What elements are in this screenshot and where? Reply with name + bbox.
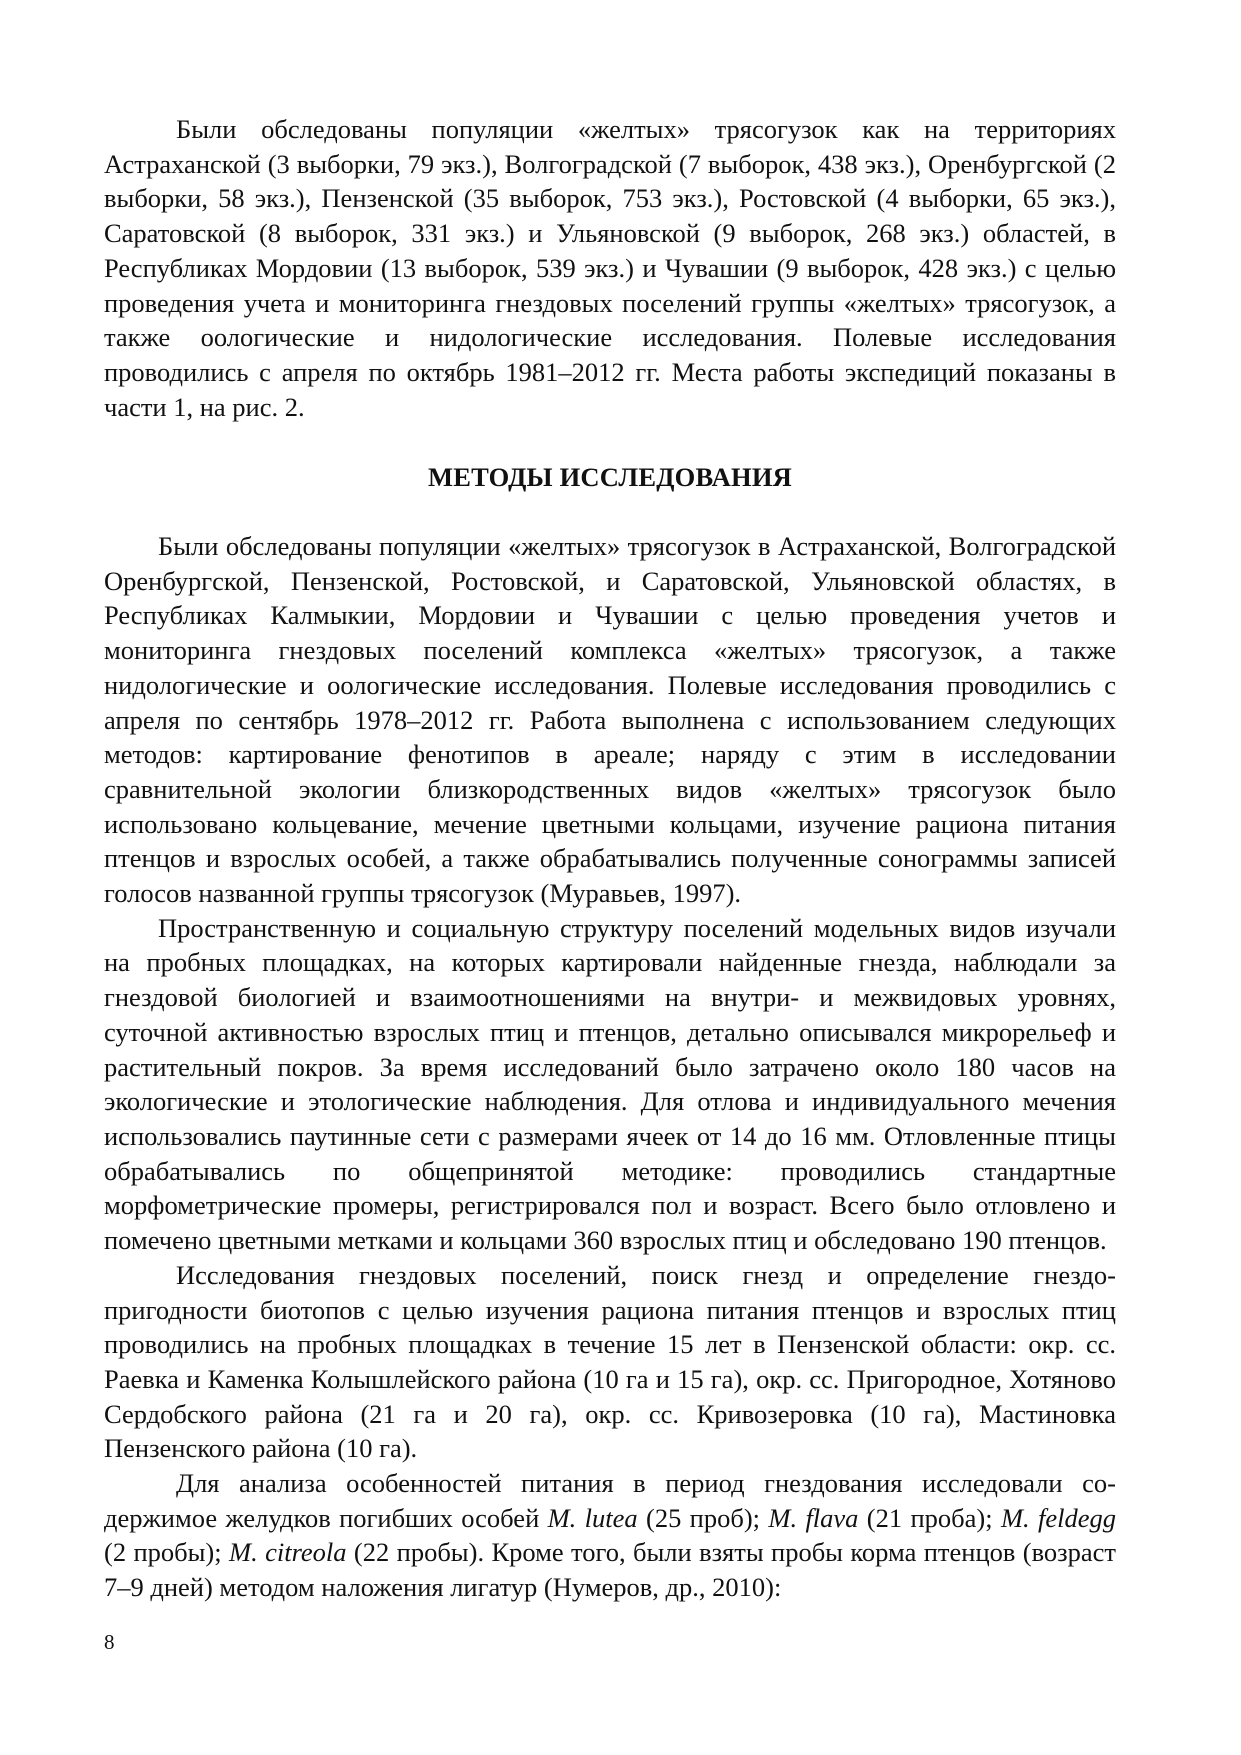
species-name: M. citreola bbox=[229, 1537, 347, 1568]
paragraph-diet-text-3: (21 проба); bbox=[858, 1502, 1001, 1533]
species-name: M. flava bbox=[768, 1502, 859, 1533]
paragraph-diet-text-4: (2 пробы); bbox=[104, 1537, 230, 1568]
paragraph-diet-text-1: Для анализа особенностей питания в период гнездования исследовали содержимое желудков погибших особей bbox=[104, 1468, 1116, 1533]
species-name: M. lutea bbox=[547, 1502, 638, 1533]
paragraph-diet-text-5: (22 пробы). Кроме того, были взяты пробы корма птенцов (возраст 7–9 дней) методом наложения лигатур (Нумеров, др., 2010): bbox=[104, 1537, 1117, 1603]
paragraph-diet-analysis bbox=[104, 1466, 1116, 1605]
page-body bbox=[104, 112, 1116, 1605]
paragraph-methods: Были обследованы популяции «желтых» трясогузок в Астраханской, Волгоградской Оренбургской, Пензенской, Ростовской, и Саратовской, Ульяновской областях, в Республиках Калмыкии, Мордовии и Чувашии с целью проведения учетов и мониторинга гнездовых поселений комплекса «желтых» трясогузок, а также нидологические и оологические исследования. Полевые исследования проводились с апреля по сентябрь 1978–2012 гг. Работа выполнена с использованием следующих методов: картирование фенотипов в ареале; наряду с этим в исследовании сравнительной экологии близкородственных видов «желтых» трясогузок было использовано кольцевание, мечение цветными кольцами, изучение рациона питания птенцов и взрослых особей, а также обрабатывались полученные сонограммы записей голосов названной группы трясогузок (Муравьев, 1997). bbox=[104, 531, 1116, 909]
species-name: M. feldegg bbox=[1000, 1502, 1116, 1533]
paragraph-intro: Были обследованы популяции «желтых» трясогузок как на территориях Астраханской (3 выборки, 79 экз.), Волгоградской (7 выборок, 438 экз.), Оренбургской (2 выборки, 58 экз.), Пензенской (35 выборок, 753 экз.), Ростовской (4 выборки, 65 экз.), Саратовской (8 выборок, 331 экз.) и Ульяновской (9 выборок, 268 экз.) областей, в Республиках Мордовии (13 выборок, 539 экз.) и Чувашии (9 выборок, 428 экз.) с целью проведения учета и мониторинга гнездовых поселений группы «желтых» трясогузок, а также оологические и нидологические исследования. Полевые исследования проводились с апреля по октябрь 1981–2012 гг. Места работы экспедиций показаны в части 1, на рис. 2. bbox=[104, 114, 1116, 422]
paragraph-diet-text-2: (25 проб); bbox=[637, 1502, 769, 1533]
paragraph-structure: Пространственную и социальную структуру поселений модельных видов изучали на пробных площадках, на которых картировали найденные гнезда, наблюдали за гнездовой биологией и взаимоотношениями на внутри- и межвидовых уровнях, суточной активностью взрослых птиц и птенцов, детально описывался микрорельеф и растительный покров. За время исследований было затрачено около 180 часов на экологические и этологические наблюдения. Для отлова и индивидуального мечения использовались паутинные сети с размерами ячеек от 14 до 16 мм. Отловленные птицы обрабатывались по общепринятой методике: проводились стандартные морфометрические промеры, регистрировался пол и возраст. Всего было отловлено и помечено цветными метками и кольцами 360 взрослых птиц и обследовано 190 птенцов. bbox=[104, 912, 1116, 1256]
page-number: 8 bbox=[104, 1630, 115, 1654]
section-heading: МЕТОДЫ ИССЛЕДОВАНИЯ bbox=[428, 462, 792, 493]
paragraph-study-sites: Исследования гнездовых поселений, поиск гнезд и определение гнездопригодности биотопов с целью изучения рациона питания птенцов и взрослых птиц проводились на пробных площадках в течение 15 лет в Пензенской области: окр. сс. Раевка и Каменка Колышлейского района (10 га и 15 га), окр. сс. Пригородное, Хотяново Сердобского района (21 га и 20 га), окр. сс. Кривозеровка (10 га), Мастиновка Пензенского района (10 га). bbox=[104, 1259, 1116, 1464]
